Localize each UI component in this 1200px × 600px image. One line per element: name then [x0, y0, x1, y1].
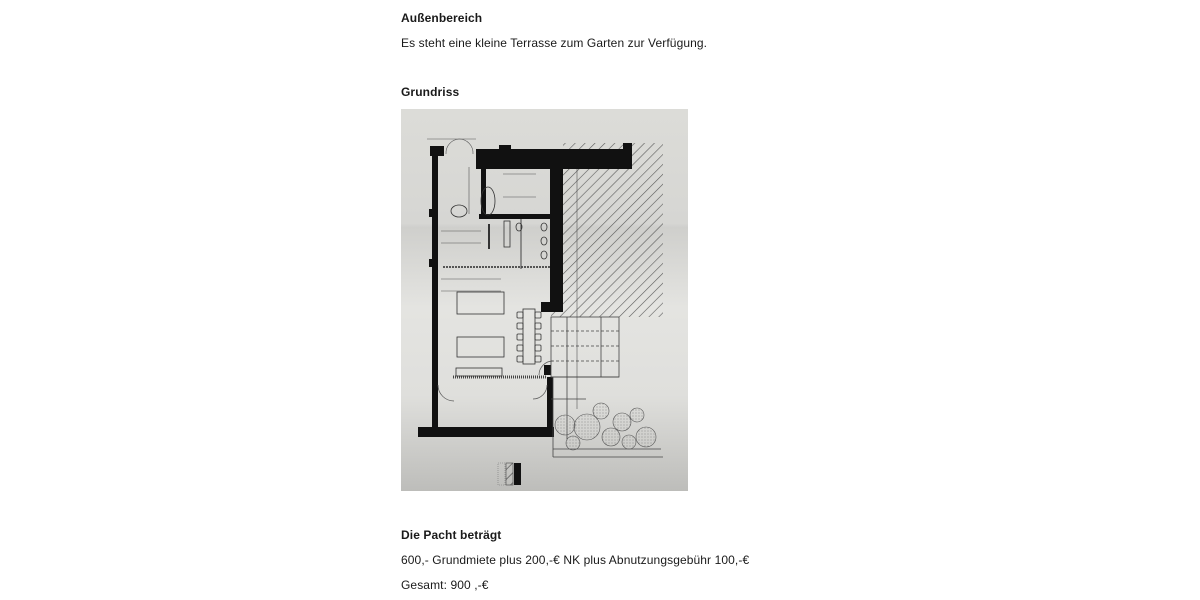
terrace-description: Es steht eine kleine Terrasse zum Garten zur Verfügung.: [401, 36, 708, 50]
rent-breakdown: 600,- Grundmiete plus 200,-€ NK plus Abnutzungsgebühr 100,-€: [401, 553, 750, 567]
section-heading-aussenbereich: Außenbereich: [401, 11, 483, 25]
section-heading-grundriss: Grundriss: [401, 85, 460, 99]
rent-total: Gesamt: 900 ,-€: [401, 578, 489, 592]
floor-plan-drawing: [401, 109, 688, 491]
section-heading-pacht: Die Pacht beträgt: [401, 528, 502, 542]
floor-plan-image: [401, 109, 688, 491]
